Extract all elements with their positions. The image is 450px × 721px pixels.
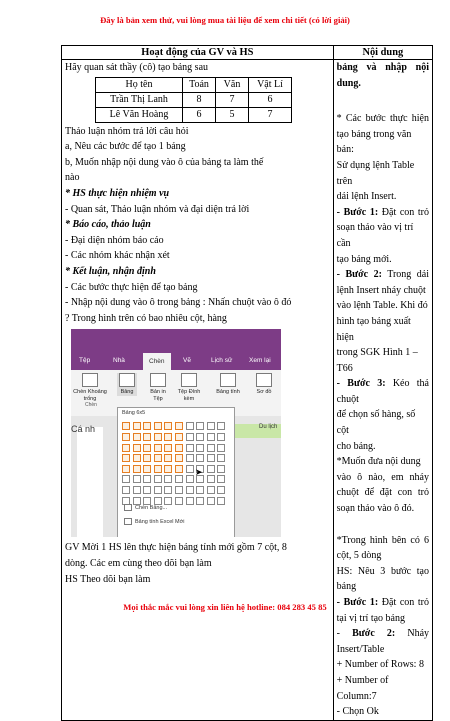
grid-cell[interactable] (207, 475, 215, 483)
grid-cell[interactable] (122, 475, 130, 483)
grid-cell[interactable] (122, 422, 130, 430)
sample-cell: 6 (249, 92, 292, 107)
table-icon (124, 504, 132, 511)
table-icon (119, 373, 135, 387)
grid-cell[interactable] (196, 454, 204, 462)
activity-column (62, 60, 334, 721)
content-column (333, 60, 432, 721)
text-line: Insert/Table (336, 643, 385, 655)
grid-cell[interactable] (133, 475, 141, 483)
text-line: + Number of Rows: 8 (336, 659, 424, 671)
text-line: soạn thảo vào vị trí cần (336, 222, 414, 249)
text-line: dòng. Các em cùng theo dõi bạn làm (65, 557, 212, 569)
spreadsheet-button[interactable]: Bảng tính (211, 373, 245, 396)
grid-cell[interactable] (175, 444, 183, 452)
section-heading: * HS thực hiện nhiệm vụ (65, 187, 170, 199)
text-line: - Bước 3: Kéo thả chuột (336, 378, 429, 405)
grid-cell[interactable] (217, 475, 225, 483)
text-line: *Trong hình bên có 6 (336, 534, 429, 546)
grid-cell[interactable] (164, 475, 172, 483)
text-line: cột, 5 dòng (336, 550, 382, 562)
diagram-button[interactable]: Sơ đồ (251, 373, 277, 396)
window-titlebar (71, 329, 281, 353)
grid-cell[interactable] (175, 475, 183, 483)
grid-cell[interactable] (217, 433, 225, 441)
text-line: nào (65, 172, 80, 184)
grid-cell[interactable] (133, 433, 141, 441)
text-line: vào ô nào, em nháy (336, 471, 429, 483)
text-line: dải lệnh Insert. (336, 191, 397, 203)
grid-cell[interactable] (175, 465, 183, 473)
text-line: tại vị trí tạo bảng (336, 612, 405, 624)
grid-cell[interactable] (143, 422, 151, 430)
text-line: a, Nêu các bước để tạo 1 bảng (65, 141, 186, 153)
printout-button[interactable]: Bản in Tệp (145, 373, 171, 402)
grid-cell[interactable] (164, 465, 172, 473)
sample-table (95, 77, 292, 123)
tab-file[interactable]: Tệp (79, 357, 91, 365)
sample-header-cell: Họ tên (96, 77, 183, 92)
text-line: - Bước 1: Đặt con trỏ (336, 206, 429, 218)
text-line: ? Trong hình trên có bao nhiêu cột, hàng (65, 312, 227, 324)
grid-cell[interactable] (217, 454, 225, 462)
sample-table-header (96, 77, 292, 92)
grid-cell[interactable] (154, 475, 162, 483)
spreadsheet-icon (220, 373, 236, 387)
sample-header-cell: Vật Lí (249, 77, 292, 92)
group-label: Chèn (85, 402, 97, 409)
grid-cell[interactable] (196, 486, 204, 494)
grid-cell[interactable] (154, 465, 162, 473)
text-line: trong SGK Hình 1 –T66 (336, 347, 418, 374)
grid-cell[interactable] (175, 497, 183, 505)
section-tab-label: Du lịch (259, 424, 278, 431)
grid-cell[interactable] (186, 465, 194, 473)
sample-cell: 7 (249, 107, 292, 122)
header-content: Nội dung (333, 46, 432, 60)
grid-cell[interactable] (143, 475, 151, 483)
grid-cell[interactable] (175, 486, 183, 494)
mouse-cursor-icon: ➤ (195, 467, 203, 478)
text-line: GV Mời 1 HS lên thực hiện bảng tính mới gồm 7 cột, 8 (65, 542, 287, 554)
menu-new-excel-table[interactable]: Bảng tính Excel Mới (124, 518, 184, 525)
sample-cell: 7 (216, 92, 249, 107)
grid-cell[interactable] (143, 444, 151, 452)
grid-cell[interactable] (164, 422, 172, 430)
text-line: bảng (336, 581, 357, 593)
text-line: vào lệnh Table. Khi đó (336, 300, 428, 312)
grid-cell[interactable] (186, 486, 194, 494)
grid-cell[interactable] (207, 486, 215, 494)
grid-cell[interactable] (154, 433, 162, 441)
sample-cell: 6 (183, 107, 216, 122)
grid-cell[interactable] (133, 422, 141, 430)
text-line: HS Theo dõi bạn làm (65, 573, 151, 585)
intro-text: Hãy quan sát thầy (cô) tạo bảng sau (65, 62, 209, 73)
grid-cell[interactable] (133, 444, 141, 452)
grid-cell[interactable] (196, 497, 204, 505)
grid-cell[interactable] (133, 465, 141, 473)
grid-cell[interactable] (154, 454, 162, 462)
tab-insert[interactable]: Chèn (143, 353, 171, 370)
table-row (96, 107, 292, 122)
spreadsheet-icon (124, 518, 132, 525)
table-button[interactable]: Bảng (117, 373, 137, 396)
grid-cell[interactable] (217, 486, 225, 494)
grid-cell[interactable] (154, 486, 162, 494)
grid-cell[interactable] (207, 497, 215, 505)
text-line: lệnh Insert nháy chuột (336, 284, 426, 296)
menu-insert-table[interactable]: Chèn Bảng... (124, 504, 167, 511)
grid-cell[interactable] (207, 454, 215, 462)
grid-cell[interactable] (186, 422, 194, 430)
grid-cell[interactable] (122, 454, 130, 462)
text-line: - Các bước thực hiện để tạo bảng (65, 281, 198, 293)
grid-cell[interactable] (133, 486, 141, 494)
grid-cell[interactable] (143, 433, 151, 441)
page-title: Cá nh (71, 424, 96, 435)
grid-cell[interactable] (207, 422, 215, 430)
grid-cell[interactable] (133, 454, 141, 462)
text-line: - Bước 2: Trong dải (336, 269, 429, 281)
ribbon-tabs (71, 353, 281, 370)
text-line: HS: Nêu 3 bước tạo (336, 565, 429, 577)
grid-cell[interactable] (186, 475, 194, 483)
grid-cell[interactable] (186, 433, 194, 441)
tab-home[interactable]: Nhà (113, 357, 125, 365)
text-line: tạo bảng trong văn bản: (336, 128, 412, 156)
grid-cell[interactable] (143, 454, 151, 462)
grid-cell[interactable] (186, 454, 194, 462)
grid-cell[interactable] (207, 444, 215, 452)
grid-cell[interactable] (154, 444, 162, 452)
text-line: bảng và nhập nội (336, 62, 429, 73)
table-row (96, 92, 292, 107)
text-line: - Các nhóm khác nhận xét (65, 250, 170, 262)
text-line: * Các bước thực hiện (336, 113, 429, 125)
tab-review[interactable]: Xem lại (249, 357, 271, 365)
text-line: chuột để đặt con trỏ (336, 487, 429, 499)
sample-cell: 5 (216, 107, 249, 122)
grid-cell[interactable] (122, 465, 130, 473)
section-heading: * Báo cáo, thảo luận (65, 219, 151, 231)
word-insert-table-screenshot (71, 329, 281, 537)
grid-cell[interactable] (217, 444, 225, 452)
text-line: - Đại diện nhóm báo cáo (65, 234, 164, 246)
text-line: tạo bảng mới. (336, 253, 392, 265)
text-line: - Quan sát, Thảo luận nhóm và đại diện trả lời (65, 203, 250, 215)
grid-size-label: Bảng 6x5 (122, 410, 146, 417)
grid-cell[interactable] (175, 422, 183, 430)
grid-cell[interactable] (186, 444, 194, 452)
grid-cell[interactable] (143, 497, 151, 505)
grid-cell[interactable] (122, 433, 130, 441)
grid-cell[interactable] (164, 444, 172, 452)
hotline-banner: Mọi thắc mắc vui lòng xin liên hệ hotline: 084 283 45 85 (123, 602, 327, 612)
space-icon (82, 373, 98, 387)
sample-header-cell: Văn (216, 77, 249, 92)
grid-cell[interactable] (143, 486, 151, 494)
section-heading: * Kết luận, nhận định (65, 265, 156, 277)
grid-cell[interactable] (175, 433, 183, 441)
text-line: - Nhập nội dung vào ô trong bảng : Nhấn chuột vào ô đó (65, 297, 292, 309)
text-line: để chọn số hàng, số cột (336, 409, 416, 437)
printout-icon (150, 373, 166, 387)
text-line: - Chọn Ok (336, 706, 379, 718)
grid-cell[interactable] (133, 497, 141, 505)
grid-cell[interactable] (164, 486, 172, 494)
page-canvas[interactable] (77, 427, 103, 537)
grid-cell[interactable] (164, 433, 172, 441)
tab-draw[interactable]: Vẽ (183, 357, 191, 365)
text-line: Thảo luận nhóm trả lời câu hỏi (65, 125, 189, 137)
table-dropdown[interactable] (117, 407, 235, 537)
sample-cell: Trần Thị Lanh (96, 92, 183, 107)
grid-cell[interactable] (122, 486, 130, 494)
grid-cell[interactable] (196, 422, 204, 430)
text-line: Sử dụng lệnh Table trên (336, 159, 415, 187)
grid-cell[interactable] (196, 433, 204, 441)
text-line: cho bảng. (336, 440, 376, 452)
grid-cell[interactable] (164, 454, 172, 462)
grid-cell[interactable] (154, 497, 162, 505)
tab-history[interactable]: Lịch sử (211, 357, 233, 365)
grid-cell[interactable] (196, 444, 204, 452)
header-activity: Hoạt động của GV và HS (62, 46, 334, 60)
grid-cell[interactable] (154, 422, 162, 430)
grid-cell[interactable] (207, 465, 215, 473)
grid-cell[interactable] (217, 497, 225, 505)
grid-cell[interactable] (122, 497, 130, 505)
lesson-table (61, 45, 433, 721)
grid-cell[interactable] (207, 433, 215, 441)
sample-cell: Lê Văn Hoàng (96, 107, 183, 122)
grid-cell[interactable] (143, 465, 151, 473)
insert-space-button[interactable]: Chèn Khoảng trống (73, 373, 107, 402)
attachment-button[interactable]: Tệp Đính kèm (175, 373, 203, 402)
diagram-icon (256, 373, 272, 387)
grid-cell[interactable] (175, 454, 183, 462)
text-line: hình tạo bảng xuất hiện (336, 315, 411, 343)
grid-cell[interactable] (186, 497, 194, 505)
text-line: dung. (336, 77, 361, 89)
text-line: - Bước 1: Đặt con trỏ (336, 597, 429, 608)
text-line: soạn thảo vào ô đó. (336, 503, 415, 515)
text-line: + Number of Column:7 (336, 674, 389, 702)
grid-cell[interactable] (217, 465, 225, 473)
sample-header-cell: Toán (183, 77, 216, 92)
grid-cell[interactable] (164, 497, 172, 505)
text-line: - Bước 2: Nháy (336, 628, 430, 640)
text-line: b, Muốn nhập nội dung vào ô của bảng ta làm thế (65, 156, 264, 168)
text-line: *Muốn đưa nội dung (336, 456, 421, 468)
grid-cell[interactable] (217, 422, 225, 430)
preview-banner: Đây là bản xem thử, vui lòng mua tài liệu để xem chi tiết (có lời giải) (100, 15, 350, 25)
grid-cell[interactable] (122, 444, 130, 452)
attachment-icon (181, 373, 197, 387)
sample-cell: 8 (183, 92, 216, 107)
